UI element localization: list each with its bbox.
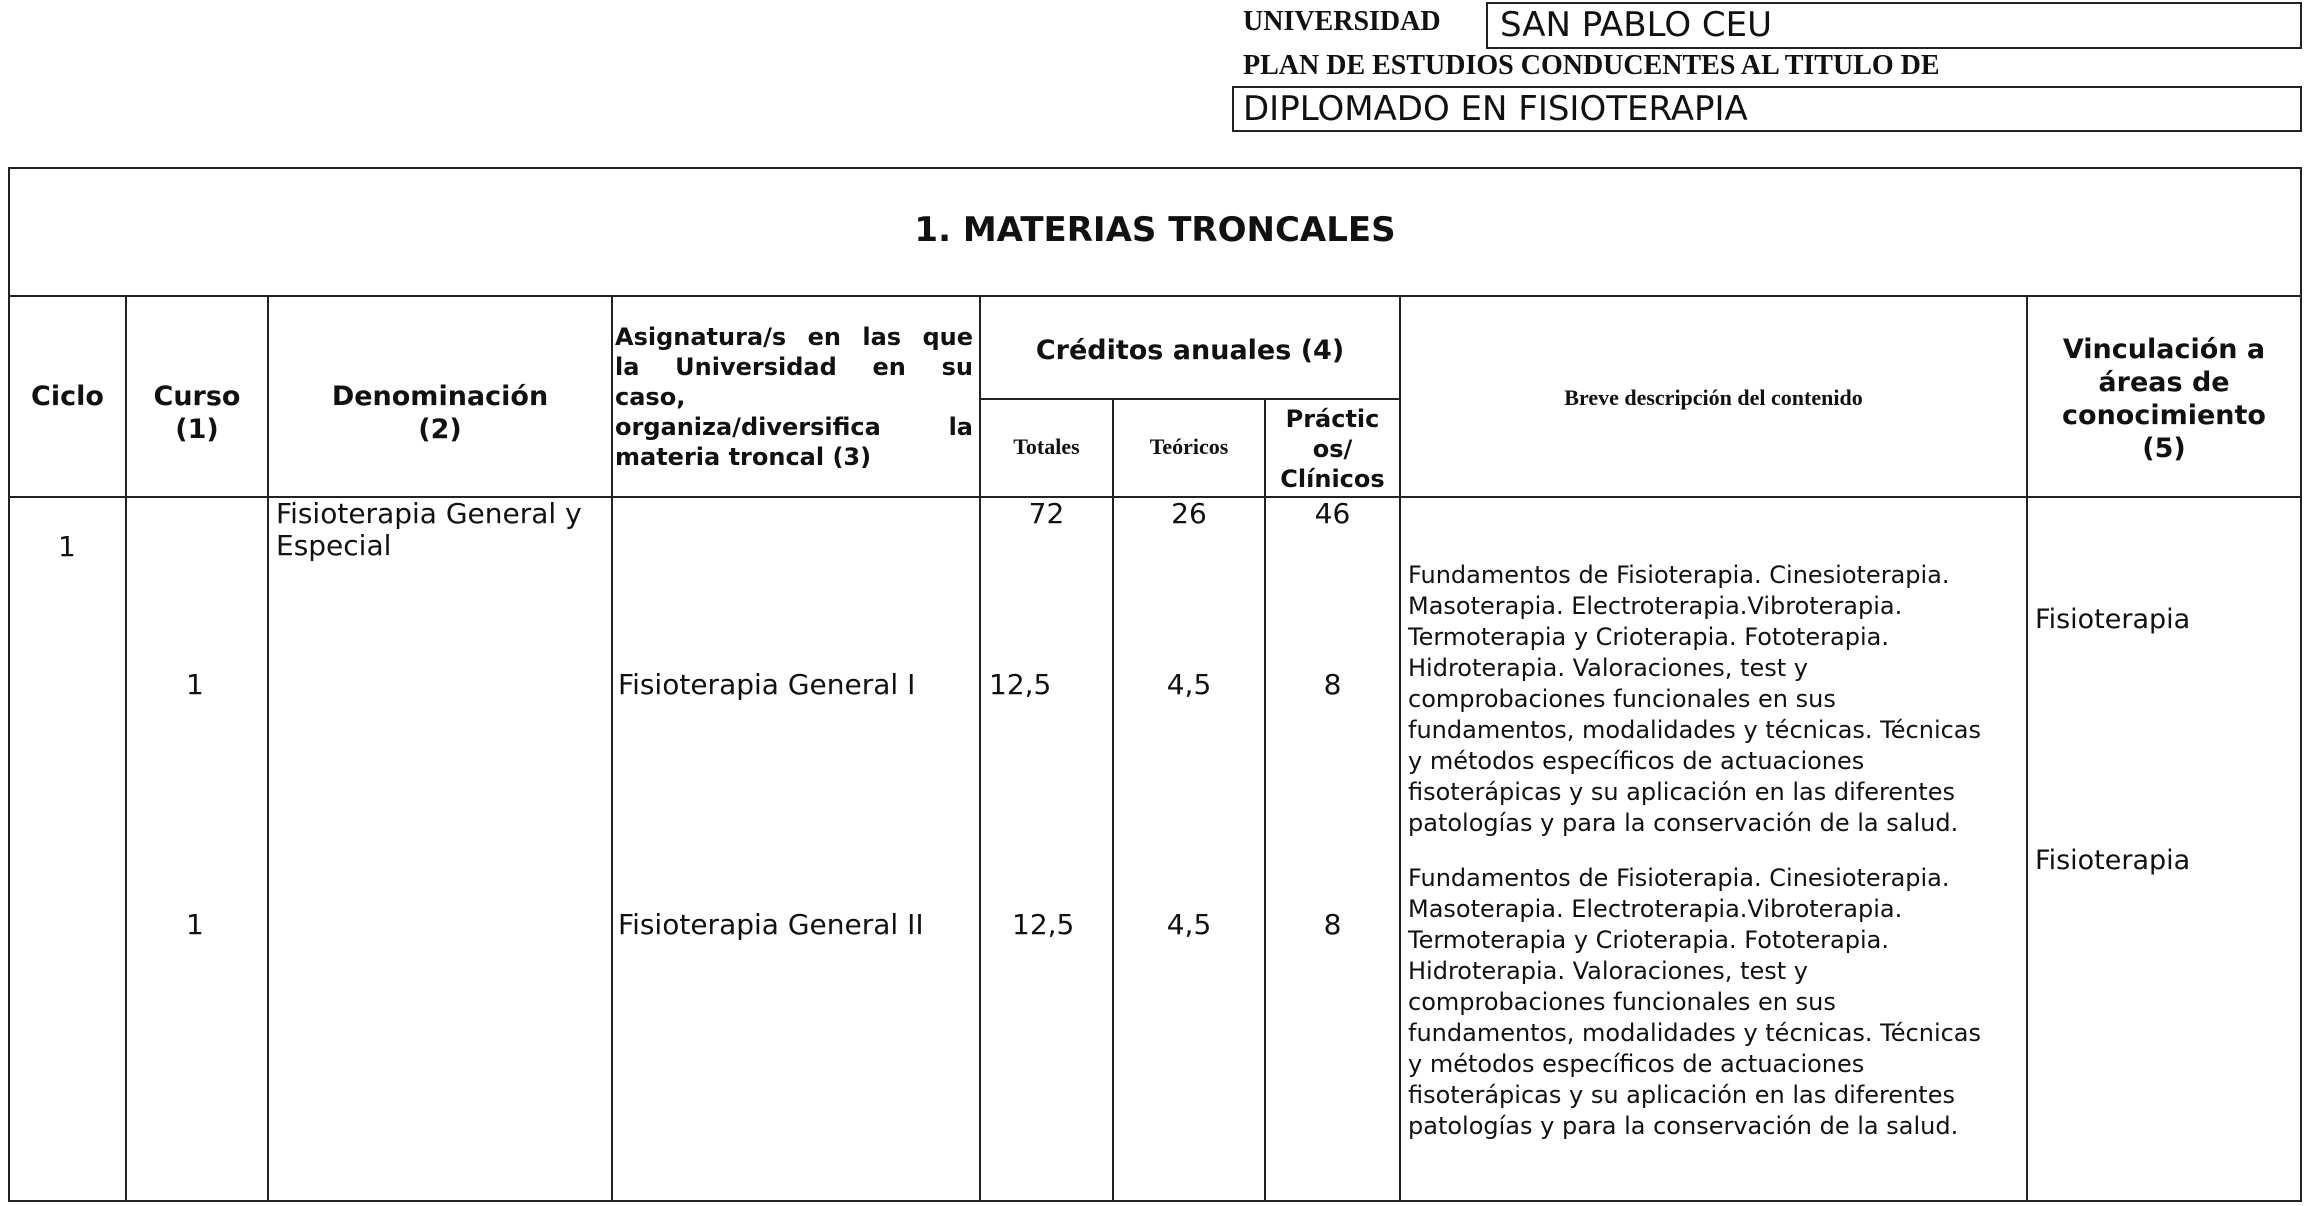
row-materia-practicos: 46 [1314,497,1351,530]
row-1-area: Fisioterapia [2035,604,2191,635]
row-1-totales: 12,5 [989,668,1052,701]
header-totales: Totales [1013,434,1080,459]
col-divider-asignatura [979,296,981,1202]
plan-value: DIPLOMADO EN FISIOTERAPIA [1243,89,1748,129]
row-2-descripcion: Fundamentos de Fisioterapia. Cinesioterapia. Masoterapia. Electroterapia.Vibroterapia. Termoterapia y Crioterapia. Fototerapia. Hidroterapia. Valoraciones, test y comprobaciones funcionales en sus fundamentos, modalidades y técnicas. Técnicas y métodos específicos de actuaciones fisoterápicas y su aplicación en las diferentes patologías y para la conservación de la salud. [1408,864,1982,1140]
header-creditos-anuales: Créditos anuales (4) [1035,335,1345,366]
row-1-teoricos: 4,5 [1166,668,1212,701]
row-materia-denominacion: Fisioterapia General y Especial [276,497,582,562]
plan-label: PLAN DE ESTUDIOS CONDUCENTES AL TITULO DE [1243,50,1940,81]
header-vinculacion: Vinculación a áreas de conocimiento (5) [2062,334,2266,464]
row-2-area: Fisioterapia [2035,845,2191,876]
title-separator [8,295,2302,297]
universidad-value: SAN PABLO CEU [1500,5,1773,45]
row-2-asignatura: Fisioterapia General II [618,908,924,941]
header-descripcion: Breve descripción del contenido [1564,385,1863,410]
col-divider-denominacion [611,296,613,1202]
section-title: 1. MATERIAS TRONCALES [914,210,1396,250]
header-curso: Curso (1) [153,381,241,445]
row-1-practicos: 8 [1323,668,1342,701]
row-1-curso: 1 [186,668,204,701]
row-materia-teoricos: 26 [1171,497,1207,530]
header-teoricos: Teóricos [1149,434,1229,459]
header-asignatura: Asignatura/s en las que la Universidad en su caso, organiza/diversifica la materia troncal (3) [615,323,973,471]
row-2-totales: 12,5 [1012,908,1075,941]
row-2-teoricos: 4,5 [1166,908,1212,941]
header-denominacion: Denominación (2) [331,381,549,445]
col-divider-creditos [1399,296,1401,1202]
row-materia-totales: 72 [1028,497,1065,530]
header-practicos: Práctic os/ Clínicos [1280,405,1385,493]
header-ciclo: Ciclo [31,381,104,412]
row-1-descripcion: Fundamentos de Fisioterapia. Cinesioterapia. Masoterapia. Electroterapia.Vibroterapia. Termoterapia y Crioterapia. Fototerapia. Hidroterapia. Valoraciones, test y comprobaciones funcionales en sus fundamentos, modalidades y técnicas. Técnicas y métodos específicos de actuaciones fisoterápicas y su aplicación en las diferentes patologías y para la conservación de la salud. [1408,561,1982,837]
creditos-subheader-line [979,398,1399,400]
row-2-practicos: 8 [1323,908,1342,941]
row-2-curso: 1 [186,908,204,941]
universidad-label: UNIVERSIDAD [1243,6,1441,37]
row-1-asignatura: Fisioterapia General I [618,668,916,701]
row-materia-ciclo: 1 [58,530,76,563]
